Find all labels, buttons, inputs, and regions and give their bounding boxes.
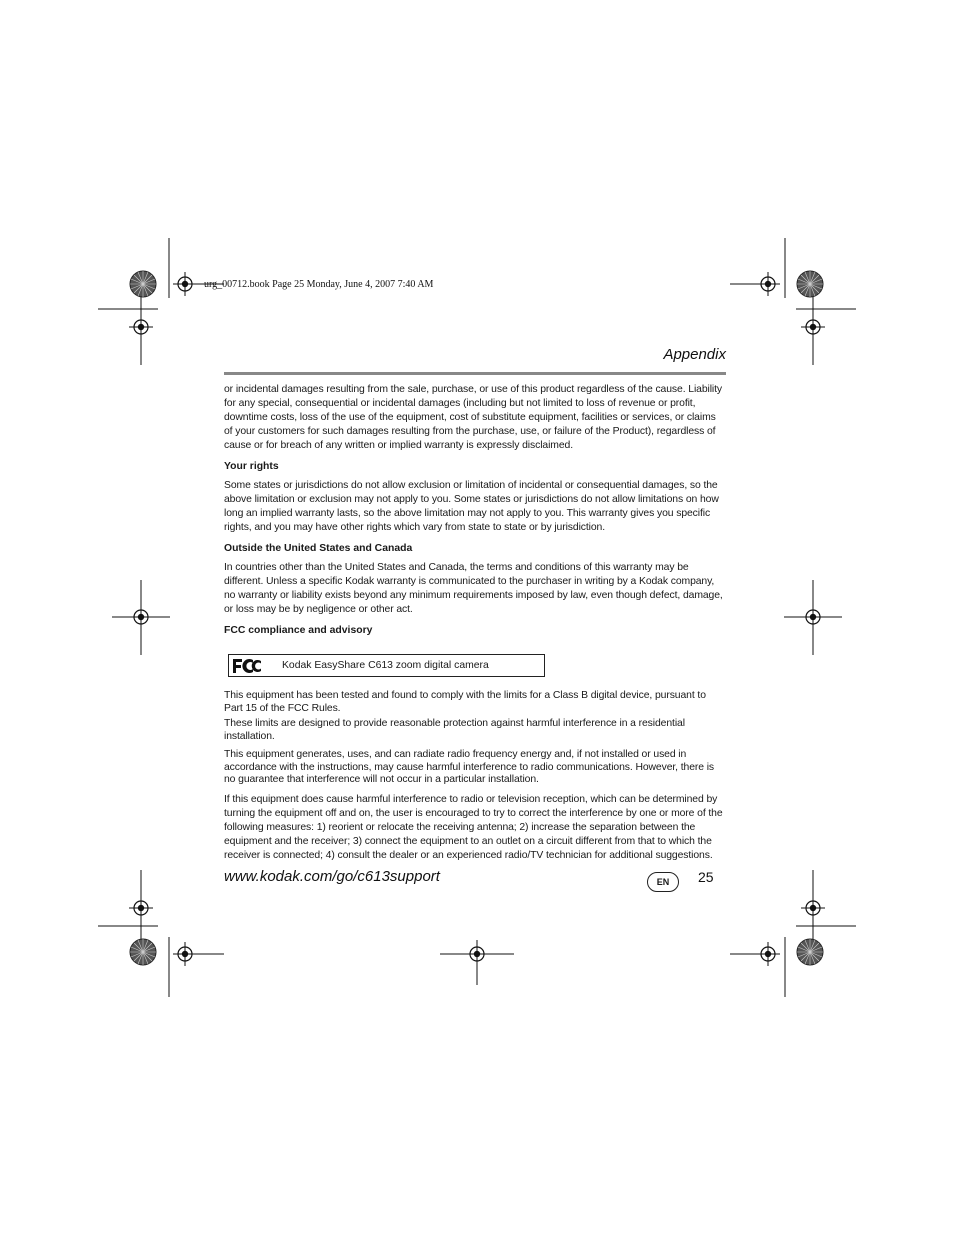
fcc-compliance-paragraph: This equipment has been tested and found to comply with the limits for a Class B digital device, pursuant to Part 15 of the FCC Rules. bbox=[224, 690, 706, 714]
fcc-product-name: Kodak EasyShare C613 zoom digital camera bbox=[282, 660, 489, 671]
outside-us-paragraph: In countries other than the United States and Canada, the terms and conditions of this warranty may be different. Unless a specific Kodak warranty is communicated to the purchaser in writing by a Kodak company, no warranty or liability exists beyond any minimum requirements imposed by law, even though defect, damage, or loss may be by negligence or other act. bbox=[224, 562, 723, 615]
warranty-paragraph: or incidental damages resulting from the sale, purchase, or use of this product regardless of the cause. Liability for any special, consequential or incidental damages (including but not limited to loss of revenue or profit, downtime costs, loss of the use of the equipment, cost of substitute equipment, facilities or services, or claims of your customers for such damages resulting from the purchase, use, or failure of the Product), regardless of cause or for breach of any written or implied warranty is expressly disclaimed. bbox=[224, 384, 723, 451]
header-rule bbox=[224, 372, 726, 375]
fcc-label-box bbox=[228, 654, 545, 677]
page-number: 25 bbox=[698, 869, 714, 885]
fcc-logo-icon bbox=[229, 655, 265, 676]
support-url: www.kodak.com/go/c613support bbox=[224, 868, 440, 885]
running-head: Appendix bbox=[663, 346, 726, 363]
page-body bbox=[224, 383, 726, 871]
fcc-radio-paragraph: This equipment generates, uses, and can radiate radio frequency energy and, if not installed or used in accordance with the instructions, may cause harmful interference to radio communications. However, there is no guarantee that interference will not occur in a particular installation. bbox=[224, 749, 715, 785]
fcc-limits-paragraph: These limits are designed to provide reasonable protection against harmful interference in a residential installation. bbox=[224, 718, 685, 742]
fcc-interference-paragraph: If this equipment does cause harmful interference to radio or television reception, which can be determined by turning the equipment off and on, the user is encouraged to try to correct the interference by one or more of the following measures: 1) reorient or relocate the receiving antenna; 2) increase the separation between the equipment and the receiver; 3) connect the equipment to an outlet on a circuit different from that to which the receiver is connected; 4) consult the dealer or an experienced radio/TV technician for additional suggestions. bbox=[224, 793, 723, 861]
language-badge: EN bbox=[647, 872, 679, 892]
heading-outside-us: Outside the United States and Canada bbox=[224, 543, 413, 554]
print-slug: urg_00712.book Page 25 Monday, June 4, 2007 7:40 AM bbox=[204, 279, 434, 290]
rights-paragraph: Some states or jurisdictions do not allow exclusion or limitation of incidental or consequential damages, so the above limitation or exclusion may not apply to you. Some states or jurisdictions do not allow limitations on how long an implied warranty lasts, so the above limitation may not apply to you. This warranty gives you specific rights, and you may have other rights which vary from state to state or by jurisdiction. bbox=[224, 480, 719, 533]
heading-your-rights: Your rights bbox=[224, 461, 279, 472]
heading-fcc: FCC compliance and advisory bbox=[224, 625, 373, 636]
